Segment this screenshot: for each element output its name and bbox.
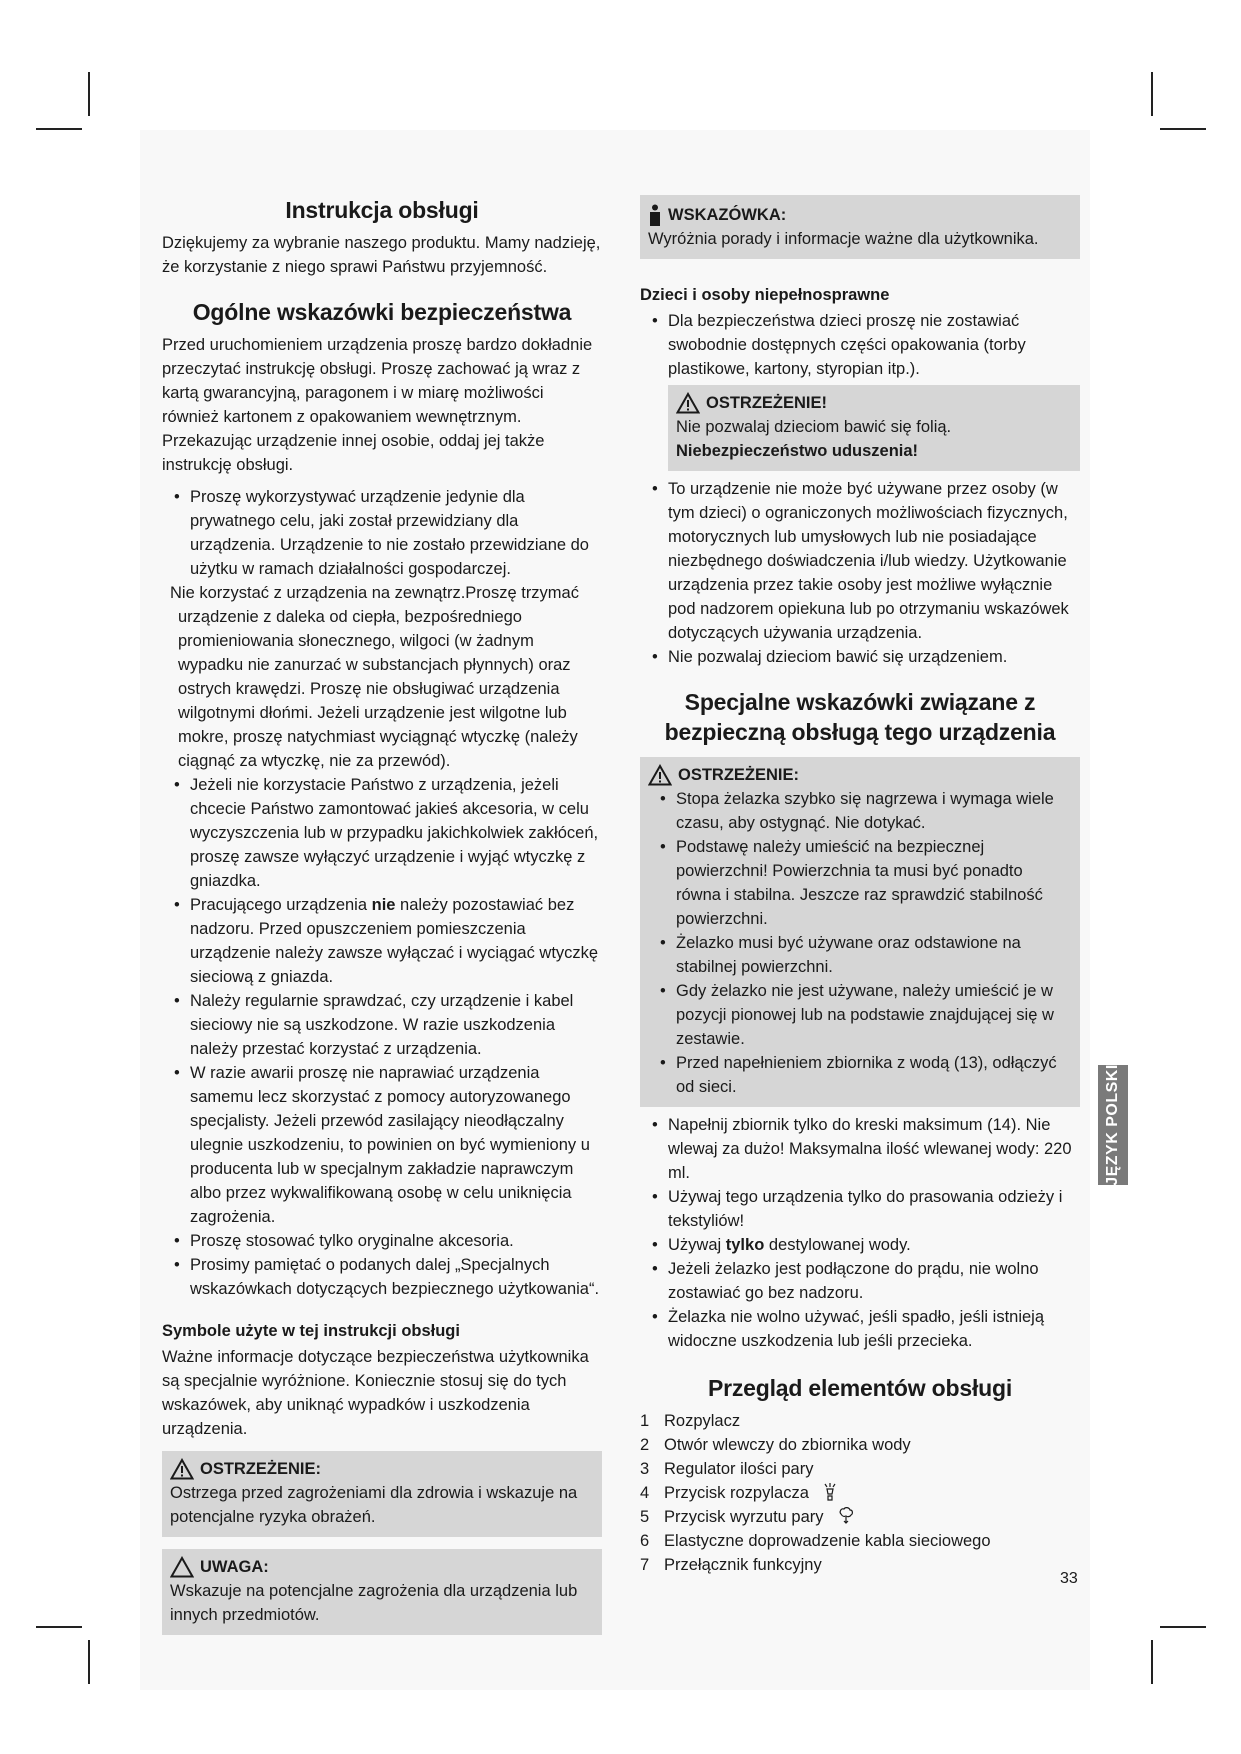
bullet-dot: • — [652, 480, 658, 498]
list-item: • Gdy żelazko nie jest używane, należy umieścić je w pozycji pionowej lub na podstawie znajdującej się w zestawie. — [648, 979, 1072, 1051]
special-warning-list — [648, 787, 1072, 1099]
page-number: 33 — [1060, 1570, 1078, 1587]
children-list-2 — [640, 477, 1080, 669]
special-warning-box — [640, 757, 1080, 1107]
symbols-text: Ważne informacje dotyczące bezpieczeństwa użytkownika są specjalnie wyróżnione. Koniecznie stosuj się do tych wskazówek, aby uniknąć wypadków i uszkodzenia urządzenia. — [162, 1348, 589, 1438]
warning-triangle-icon — [676, 392, 700, 414]
spray-icon — [823, 1482, 837, 1502]
warning-triangle-icon — [648, 764, 672, 786]
overview-title: Przegląd elementów obsługi — [707, 1375, 1013, 1401]
list-item: • W razie awarii proszę nie naprawiać urządzenia samemu lecz skorzystać z pomocy autoryzowanego specjalisty. Jeżeli przewód zasilający nieodłączalny ulegnie uszkodzeniu, to powinien on być wymieniony u producenta lub w specjalnym zakładzie naprawczym albo przez wykwalifikowaną osobę w celu uniknięcia zagrożenia. — [162, 1061, 602, 1229]
tip-text: Wyróżnia porady i informacje ważne dla użytkownika. — [648, 230, 1039, 248]
list-item: • Podstawę należy umieścić na bezpiecznej powierzchni! Powierzchnia ta musi być ponadto równa i stabilna. Jeszcze raz sprawdzić stabilność powierzchni. — [648, 835, 1072, 931]
crop-mark — [1160, 128, 1206, 130]
parts-list — [640, 1409, 1080, 1577]
list-item: • Dla bezpieczeństwa dzieci proszę nie zostawiać swobodnie dostępnych części opakowania (torby plastikowe, kartony, styropian itp.). — [640, 309, 1080, 381]
crop-mark — [88, 1640, 90, 1684]
list-item: Nie korzystać z urządzenia na zewnątrz.Proszę trzymać urządzenie z daleka od ciepła, bezpośredniego promieniowania słonecznego, wilgoci (w żadnym wypadku nie zanurzać w substancjach płynnych) oraz ostrych krawędzi. Proszę nie obsługiwać urządzenia wilgotnymi dłońmi. Jeżeli urządzenie jest wilgotne lub mokre, proszę natychmiast wyciągnąć wtyczkę (należy ciągnąć za wtyczkę, nie za przewód). — [170, 584, 579, 770]
list-item: • Nie pozwalaj dzieciom bawić się urządzeniem. — [640, 645, 1080, 669]
bullet-dot: • — [652, 648, 658, 666]
bullet-dot: • — [174, 776, 180, 794]
list-item: • Proszę stosować tylko oryginalne akcesoria. — [162, 1229, 602, 1253]
special-title: Specjalne wskazówki związane z bezpieczną obsługą tego urządzenia — [664, 689, 1056, 745]
bullet-dot: • — [174, 1232, 180, 1250]
bullet-dot: • — [652, 1260, 658, 1278]
crop-mark — [1151, 72, 1153, 116]
bullet-dot: • — [660, 1054, 666, 1072]
bullet-dot: • — [174, 1064, 180, 1082]
list-item: 7 Przełącznik funkcyjny — [640, 1556, 822, 1574]
symbols-title: Symbole użyte w tej instrukcji obsługi — [162, 1322, 460, 1340]
language-tab-label: JĘZYK POLSKI — [1104, 1064, 1121, 1186]
caution-triangle-icon — [170, 1556, 194, 1578]
list-item: • Pracującego urządzenia nie należy pozostawiać bez nadzoru. Przed opuszczeniem pomieszczenia urządzenie należy zawsze wyłączać i wyciągać wtyczkę sieciową z gniazda. — [162, 893, 602, 989]
right-column — [640, 195, 1080, 1577]
bullet-dot: • — [652, 1188, 658, 1206]
left-column — [162, 195, 602, 1635]
safety-intro: Przed uruchomieniem urządzenia proszę bardzo dokładnie przeczytać instrukcję obsługi. Proszę zachować ją wraz z kartą gwarancyjną, paragonem i w miarę możliwości również kartonem z opakowaniem wewnętrznym. Przekazując urządzenie innej osobie, oddaj jej także instrukcję obsługi. — [162, 336, 593, 474]
bullet-dot: • — [652, 1116, 658, 1134]
crop-mark — [36, 1626, 82, 1628]
crop-mark — [88, 72, 90, 116]
children-list — [640, 309, 1080, 381]
steam-burst-icon — [838, 1506, 854, 1526]
warning-heading: OSTRZEŻENIE: — [170, 1457, 594, 1481]
warning-triangle-icon — [170, 1458, 194, 1480]
list-item: • Używaj tego urządzenia tylko do prasowania odzieży i tekstyliów! — [640, 1185, 1080, 1233]
caution-text: Wskazuje na potencjalne zagrożenia dla urządzenia lub innych przedmiotów. — [170, 1582, 578, 1624]
child-warning-text: Nie pozwalaj dzieciom bawić się folią. Niebezpieczeństwo uduszenia! — [676, 418, 952, 460]
list-item: • Jeżeli nie korzystacie Państwo z urządzenia, jeżeli chcecie Państwo zamontować jakieś akcesoria, w celu wyczyszczenia lub w przypadku jakichkolwiek zakłóceń, proszę zawsze wyłączyć urządzenie i wyjąć wtyczkę z gniazdka. — [162, 773, 602, 893]
bullet-dot: • — [652, 1308, 658, 1326]
bullet-dot: • — [652, 312, 658, 330]
list-item: • Stopa żelazka szybko się nagrzewa i wymaga wiele czasu, aby ostygnąć. Nie dotykać. — [648, 787, 1072, 835]
list-item: • Prosimy pamiętać o podanych dalej „Specjalnych wskazówkach dotyczących bezpiecznego użytkowania“. — [162, 1253, 602, 1301]
warning-text: Ostrzega przed zagrożeniami dla zdrowia i wskazuje na potencjalne ryzyka obrażeń. — [170, 1484, 578, 1526]
manual-title: Instrukcja obsługi — [285, 197, 479, 223]
special-list — [640, 1113, 1080, 1353]
list-item: • Przed napełnieniem zbiornika z wodą (13), odłączyć od sieci. — [648, 1051, 1072, 1099]
bullet-dot: • — [660, 934, 666, 952]
tip-box — [640, 195, 1080, 259]
safety-list — [162, 485, 602, 1301]
child-warning-box — [668, 385, 1080, 471]
child-warning-heading: OSTRZEŻENIE! — [676, 391, 1072, 415]
tip-heading: WSKAZÓWKA: — [648, 203, 1072, 227]
crop-mark — [1160, 1626, 1206, 1628]
special-warning-heading: OSTRZEŻENIE: — [648, 763, 1072, 787]
caution-heading: UWAGA: — [170, 1555, 594, 1579]
list-item: • Napełnij zbiornik tylko do kreski maksimum (14). Nie wlewaj za dużo! Maksymalna ilość wlewanej wody: 220 ml. — [640, 1113, 1080, 1185]
language-side-tab — [1098, 1065, 1128, 1185]
bullet-dot: • — [174, 488, 180, 506]
list-item: 2 Otwór wlewczy do zbiornika wody — [640, 1436, 911, 1454]
list-item: • Używaj tylko destylowanej wody. — [640, 1233, 1080, 1257]
bullet-dot: • — [660, 790, 666, 808]
crop-mark — [36, 128, 82, 130]
list-item: 5 Przycisk wyrzutu pary — [640, 1505, 1080, 1529]
list-item: 4 Przycisk rozpylacza — [640, 1481, 1080, 1505]
list-item: • Żelazko musi być używane oraz odstawione na stabilnej powierzchni. — [648, 931, 1072, 979]
list-item: 6 Elastyczne doprowadzenie kabla sieciowego — [640, 1532, 991, 1550]
thanks-paragraph: Dziękujemy za wybranie naszego produktu. Mamy nadzieję, że korzystanie z niego sprawi Państwu przyjemność. — [162, 234, 601, 276]
safety-title: Ogólne wskazówki bezpieczeństwa — [192, 299, 572, 325]
crop-mark — [1151, 1640, 1153, 1684]
list-item: • Jeżeli żelazko jest podłączone do prądu, nie wolno zostawiać go bez nadzoru. — [640, 1257, 1080, 1305]
bullet-dot: • — [660, 838, 666, 856]
bullet-dot: • — [174, 992, 180, 1010]
bullet-dot: • — [660, 982, 666, 1000]
list-item: • Żelazka nie wolno używać, jeśli spadło, jeśli istnieją widoczne uszkodzenia lub jeśli przecieka. — [640, 1305, 1080, 1353]
bullet-dot: • — [174, 1256, 180, 1274]
list-item: • Należy regularnie sprawdzać, czy urządzenie i kabel sieciowy nie są uszkodzone. W razie uszkodzenia należy przestać korzystać z urządzenia. — [162, 989, 602, 1061]
list-item: • Proszę wykorzystywać urządzenie jedynie dla prywatnego celu, jaki został przewidziany dla urządzenia. Urządzenie to nie zostało przewidziane do użytku w ramach działalności gospodarczej. — [162, 485, 602, 581]
children-title: Dzieci i osoby niepełnosprawne — [640, 286, 890, 304]
bullet-dot: • — [174, 896, 180, 914]
caution-box — [162, 1549, 602, 1635]
warning-box — [162, 1451, 602, 1537]
info-icon — [648, 204, 662, 226]
list-item: 1 Rozpylacz — [640, 1412, 741, 1430]
list-item: 3 Regulator ilości pary — [640, 1460, 814, 1478]
bullet-dot: • — [652, 1236, 658, 1254]
list-item: • To urządzenie nie może być używane przez osoby (w tym dzieci) o ograniczonych możliwościach fizycznych, motorycznych lub umysłowych lub nie posiadające niezbędnego doświadczenia i/lub wiedzy. Użytkowanie urządzenia przez takie osoby jest możliwe wyłącznie pod nadzorem opiekuna lub po otrzymaniu wskazówek dotyczących używania urządzenia. — [640, 477, 1080, 645]
